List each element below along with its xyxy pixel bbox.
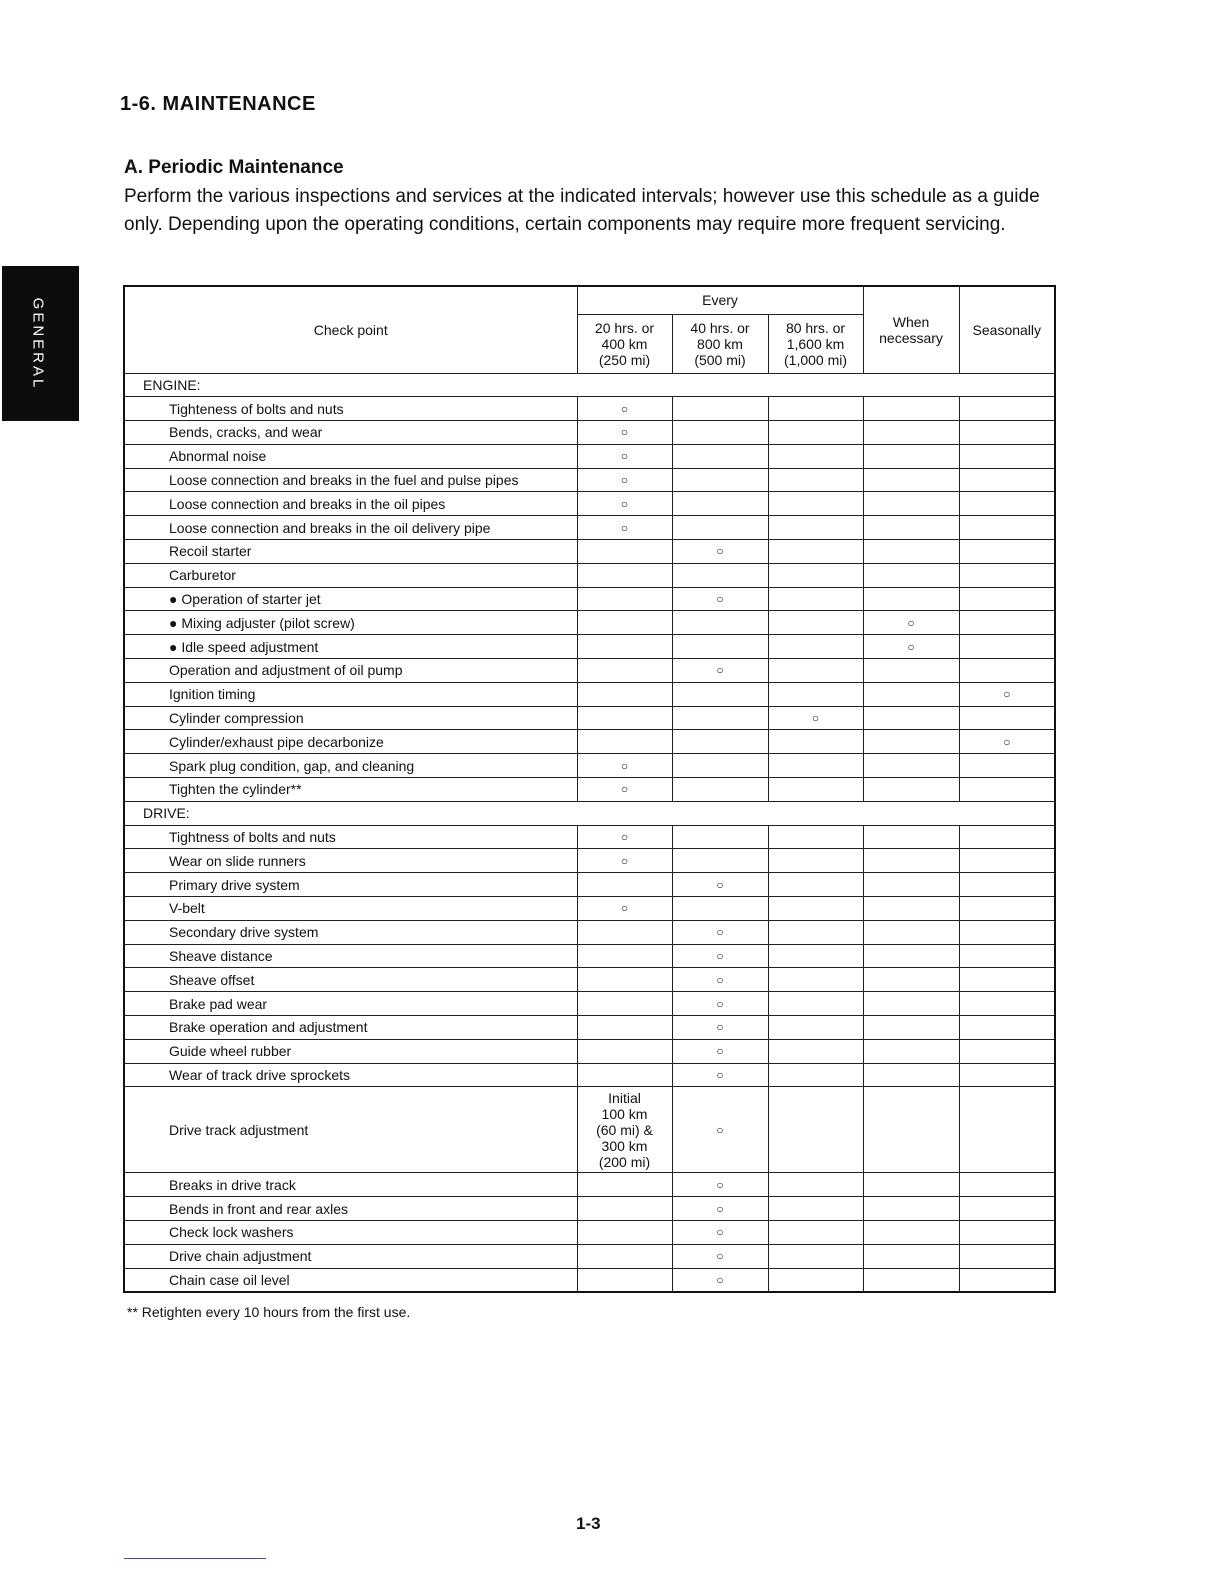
empty-cell [863, 563, 959, 587]
empty-cell [768, 944, 863, 968]
check-point-label: Wear on slide runners [124, 849, 577, 873]
check-mark: ○ [577, 397, 672, 421]
empty-cell [577, 1039, 672, 1063]
empty-cell [768, 659, 863, 683]
empty-cell [959, 1197, 1055, 1221]
bottom-rule [124, 1558, 266, 1559]
empty-cell [863, 897, 959, 921]
empty-cell [863, 1197, 959, 1221]
section-title-text: MAINTENANCE [162, 93, 316, 115]
table-row [124, 920, 1055, 944]
table-row [124, 540, 1055, 564]
interval-line: 1,600 km [786, 335, 845, 352]
empty-cell [768, 492, 863, 516]
empty-cell [768, 397, 863, 421]
empty-cell [672, 682, 768, 706]
empty-cell [768, 1016, 863, 1040]
table-row [124, 563, 1055, 587]
empty-cell [959, 397, 1055, 421]
empty-cell [959, 635, 1055, 659]
empty-cell [768, 516, 863, 540]
empty-cell [768, 682, 863, 706]
empty-cell [577, 1268, 672, 1292]
check-point-label: Loose connection and breaks in the oil pipes [124, 492, 577, 516]
empty-cell [672, 849, 768, 873]
note-line: (60 mi) & [596, 1121, 653, 1138]
check-point-label: Brake pad wear [124, 992, 577, 1016]
empty-cell [959, 1087, 1055, 1173]
empty-cell [672, 421, 768, 445]
check-point-label: Bends in front and rear axles [124, 1197, 577, 1221]
check-point-label: Ignition timing [124, 682, 577, 706]
initial-interval-note [577, 1087, 672, 1173]
table-row [124, 421, 1055, 445]
check-point-label: Bends, cracks, and wear [124, 421, 577, 445]
check-point-label: Operation and adjustment of oil pump [124, 659, 577, 683]
check-mark: ○ [672, 587, 768, 611]
empty-cell [959, 1221, 1055, 1245]
table-row [124, 897, 1055, 921]
section-side-tab [2, 266, 79, 421]
check-mark: ○ [577, 849, 672, 873]
empty-cell [672, 563, 768, 587]
interval-line: 400 km [601, 335, 648, 352]
interval-line: (500 mi) [694, 351, 746, 368]
empty-cell [672, 611, 768, 635]
check-mark: ○ [672, 968, 768, 992]
empty-cell [959, 778, 1055, 802]
empty-cell [768, 849, 863, 873]
check-mark: ○ [768, 706, 863, 730]
empty-cell [863, 754, 959, 778]
check-mark: ○ [959, 682, 1055, 706]
empty-cell [863, 1063, 959, 1087]
empty-cell [577, 1063, 672, 1087]
empty-cell [768, 587, 863, 611]
table-row [124, 754, 1055, 778]
check-point-label: Abnormal noise [124, 444, 577, 468]
interval-line: 20 hrs. or [594, 319, 655, 336]
check-mark: ○ [863, 611, 959, 635]
empty-cell [863, 968, 959, 992]
check-point-label: Wear of track drive sprockets [124, 1063, 577, 1087]
check-mark: ○ [577, 825, 672, 849]
check-mark: ○ [672, 1244, 768, 1268]
interval-header-40h [672, 314, 768, 373]
check-mark: ○ [959, 730, 1055, 754]
empty-cell [863, 1244, 959, 1268]
empty-cell [768, 1221, 863, 1245]
empty-cell [959, 587, 1055, 611]
empty-cell [577, 587, 672, 611]
empty-cell [768, 873, 863, 897]
check-point-label: Recoil starter [124, 540, 577, 564]
check-mark: ○ [577, 754, 672, 778]
check-point-label: Check lock washers [124, 1221, 577, 1245]
table-row [124, 635, 1055, 659]
empty-cell [959, 421, 1055, 445]
empty-cell [959, 540, 1055, 564]
note-line: 100 km [601, 1105, 648, 1122]
empty-cell [768, 968, 863, 992]
section-number: 1-6. [120, 93, 157, 115]
empty-cell [959, 920, 1055, 944]
table-row [124, 659, 1055, 683]
table-row [124, 1221, 1055, 1245]
empty-cell [672, 897, 768, 921]
empty-cell [959, 444, 1055, 468]
check-mark: ○ [672, 1268, 768, 1292]
empty-cell [768, 897, 863, 921]
empty-cell [768, 444, 863, 468]
empty-cell [577, 730, 672, 754]
empty-cell [863, 873, 959, 897]
table-row [124, 682, 1055, 706]
check-mark: ○ [577, 778, 672, 802]
check-mark: ○ [672, 1221, 768, 1245]
empty-cell [768, 635, 863, 659]
note-line: Initial [608, 1089, 641, 1106]
empty-cell [672, 492, 768, 516]
table-row [124, 444, 1055, 468]
check-point-label: ● Operation of starter jet [124, 587, 577, 611]
empty-cell [768, 468, 863, 492]
table-row [124, 730, 1055, 754]
empty-cell [672, 468, 768, 492]
empty-cell [959, 1063, 1055, 1087]
empty-cell [959, 944, 1055, 968]
drive-group-row [124, 801, 1055, 825]
table-row [124, 1087, 1055, 1173]
interval-line: 80 hrs. or [785, 319, 846, 336]
empty-cell [577, 968, 672, 992]
empty-cell [768, 1039, 863, 1063]
empty-cell [863, 1173, 959, 1197]
empty-cell [959, 1039, 1055, 1063]
empty-cell [768, 778, 863, 802]
empty-cell [577, 1197, 672, 1221]
empty-cell [863, 1039, 959, 1063]
group-label: ENGINE: [124, 373, 1055, 397]
empty-cell [672, 397, 768, 421]
empty-cell [672, 516, 768, 540]
check-point-label: Drive chain adjustment [124, 1244, 577, 1268]
empty-cell [577, 944, 672, 968]
check-mark: ○ [672, 1016, 768, 1040]
check-mark: ○ [672, 992, 768, 1016]
empty-cell [959, 873, 1055, 897]
empty-cell [768, 1244, 863, 1268]
group-label: DRIVE: [124, 801, 1055, 825]
empty-cell [959, 706, 1055, 730]
empty-cell [863, 492, 959, 516]
page-number: 1-3 [576, 1514, 601, 1533]
table-row [124, 492, 1055, 516]
empty-cell [768, 540, 863, 564]
empty-cell [577, 611, 672, 635]
empty-cell [959, 825, 1055, 849]
empty-cell [959, 659, 1055, 683]
check-point-label: Tighten the cylinder** [124, 778, 577, 802]
empty-cell [863, 920, 959, 944]
check-point-label: Sheave offset [124, 968, 577, 992]
empty-cell [768, 825, 863, 849]
subsection-heading: A. Periodic Maintenance [124, 157, 344, 178]
empty-cell [768, 563, 863, 587]
check-point-label: Chain case oil level [124, 1268, 577, 1292]
interval-line: (250 mi) [598, 351, 651, 368]
empty-cell [768, 992, 863, 1016]
check-point-label: Cylinder compression [124, 706, 577, 730]
table-row [124, 968, 1055, 992]
empty-cell [768, 754, 863, 778]
empty-cell [768, 1173, 863, 1197]
check-point-label: Drive track adjustment [124, 1087, 577, 1173]
note-line: (200 mi) [598, 1153, 651, 1170]
table-row [124, 468, 1055, 492]
check-mark: ○ [672, 873, 768, 897]
when-necessary-header [863, 286, 959, 373]
empty-cell [863, 682, 959, 706]
empty-cell [768, 1197, 863, 1221]
check-point-label: Sheave distance [124, 944, 577, 968]
intro-paragraph: Perform the various inspections and services at the indicated intervals; however use this schedule as a guide only. Depending upon the operating conditions, certain components may require more frequent servicing. [124, 186, 1040, 235]
maintenance-schedule-table [123, 285, 1056, 1293]
side-tab-label: GENERAL [29, 297, 47, 391]
section-title [120, 93, 316, 116]
empty-cell [863, 587, 959, 611]
interval-line: 800 km [697, 335, 743, 352]
empty-cell [768, 421, 863, 445]
check-point-label: Cylinder/exhaust pipe decarbonize [124, 730, 577, 754]
empty-cell [577, 1016, 672, 1040]
table-row [124, 1016, 1055, 1040]
table-row [124, 516, 1055, 540]
empty-cell [672, 730, 768, 754]
empty-cell [577, 682, 672, 706]
seasonally-header: Seasonally [959, 286, 1055, 373]
empty-cell [959, 611, 1055, 635]
empty-cell [959, 968, 1055, 992]
empty-cell [863, 706, 959, 730]
empty-cell [863, 516, 959, 540]
empty-cell [577, 873, 672, 897]
table-row [124, 992, 1055, 1016]
footnote: ** Retighten every 10 hours from the first use. [127, 1304, 411, 1320]
check-mark: ○ [577, 421, 672, 445]
empty-cell [959, 1016, 1055, 1040]
check-point-label: Spark plug condition, gap, and cleaning [124, 754, 577, 778]
empty-cell [768, 1087, 863, 1173]
check-point-label: Loose connection and breaks in the fuel and pulse pipes [124, 468, 577, 492]
check-point-label: Carburetor [124, 563, 577, 587]
empty-cell [863, 730, 959, 754]
empty-cell [672, 635, 768, 659]
table-row [124, 778, 1055, 802]
check-point-label: ● Mixing adjuster (pilot screw) [124, 611, 577, 635]
check-point-label: Tighteness of bolts and nuts [124, 397, 577, 421]
interval-line: (1,000 mi) [784, 351, 848, 368]
empty-cell [577, 992, 672, 1016]
empty-cell [959, 468, 1055, 492]
check-point-header: Check point [124, 286, 577, 373]
empty-cell [768, 920, 863, 944]
empty-cell [863, 540, 959, 564]
table-row [124, 1039, 1055, 1063]
empty-cell [863, 1016, 959, 1040]
check-mark: ○ [672, 1173, 768, 1197]
empty-cell [863, 1087, 959, 1173]
empty-cell [672, 778, 768, 802]
empty-cell [672, 825, 768, 849]
empty-cell [672, 706, 768, 730]
check-point-label: Brake operation and adjustment [124, 1016, 577, 1040]
table-row [124, 873, 1055, 897]
engine-group-row [124, 373, 1055, 397]
check-mark: ○ [577, 897, 672, 921]
check-point-label: Secondary drive system [124, 920, 577, 944]
empty-cell [577, 563, 672, 587]
empty-cell [768, 1063, 863, 1087]
empty-cell [577, 1244, 672, 1268]
table-row [124, 1268, 1055, 1292]
empty-cell [768, 730, 863, 754]
empty-cell [959, 492, 1055, 516]
check-point-label: Tightness of bolts and nuts [124, 825, 577, 849]
when-header-line: When [892, 313, 930, 330]
table-row [124, 1173, 1055, 1197]
interval-header-80h [768, 314, 863, 373]
empty-cell [959, 897, 1055, 921]
when-header-line: necessary [879, 329, 943, 346]
empty-cell [959, 754, 1055, 778]
check-mark: ○ [672, 1063, 768, 1087]
check-point-label: Primary drive system [124, 873, 577, 897]
empty-cell [768, 611, 863, 635]
empty-cell [863, 849, 959, 873]
empty-cell [959, 1244, 1055, 1268]
interval-line: 40 hrs. or [690, 319, 750, 336]
empty-cell [577, 1173, 672, 1197]
empty-cell [959, 1173, 1055, 1197]
empty-cell [863, 778, 959, 802]
every-header: Every [577, 286, 863, 314]
table-row [124, 1197, 1055, 1221]
check-mark: ○ [577, 516, 672, 540]
check-point-label: V-belt [124, 897, 577, 921]
table-row [124, 825, 1055, 849]
table-row [124, 849, 1055, 873]
check-mark: ○ [672, 659, 768, 683]
empty-cell [672, 444, 768, 468]
check-point-label: Loose connection and breaks in the oil delivery pipe [124, 516, 577, 540]
empty-cell [863, 992, 959, 1016]
empty-cell [959, 516, 1055, 540]
check-mark: ○ [672, 944, 768, 968]
empty-cell [577, 920, 672, 944]
empty-cell [577, 635, 672, 659]
empty-cell [577, 540, 672, 564]
check-mark: ○ [672, 920, 768, 944]
check-point-label: Breaks in drive track [124, 1173, 577, 1197]
table-row [124, 587, 1055, 611]
empty-cell [672, 754, 768, 778]
empty-cell [577, 659, 672, 683]
table-row [124, 397, 1055, 421]
empty-cell [863, 397, 959, 421]
empty-cell [863, 468, 959, 492]
check-point-label: ● Idle speed adjustment [124, 635, 577, 659]
empty-cell [959, 563, 1055, 587]
check-mark: ○ [577, 444, 672, 468]
table-row [124, 1244, 1055, 1268]
check-mark: ○ [863, 635, 959, 659]
empty-cell [959, 849, 1055, 873]
note-line: 300 km [601, 1137, 648, 1154]
empty-cell [768, 1268, 863, 1292]
check-mark: ○ [577, 468, 672, 492]
empty-cell [863, 444, 959, 468]
empty-cell [863, 944, 959, 968]
table-row [124, 706, 1055, 730]
empty-cell [863, 825, 959, 849]
check-mark: ○ [672, 1039, 768, 1063]
table-row [124, 944, 1055, 968]
empty-cell [577, 1221, 672, 1245]
check-mark: ○ [672, 1087, 768, 1173]
empty-cell [863, 1221, 959, 1245]
check-point-label: Guide wheel rubber [124, 1039, 577, 1063]
table-row [124, 611, 1055, 635]
table-row [124, 1063, 1055, 1087]
check-mark: ○ [577, 492, 672, 516]
check-mark: ○ [672, 540, 768, 564]
empty-cell [959, 992, 1055, 1016]
empty-cell [863, 659, 959, 683]
check-mark: ○ [672, 1197, 768, 1221]
empty-cell [863, 1268, 959, 1292]
empty-cell [959, 1268, 1055, 1292]
empty-cell [577, 706, 672, 730]
interval-header-20h [577, 314, 672, 373]
empty-cell [863, 421, 959, 445]
